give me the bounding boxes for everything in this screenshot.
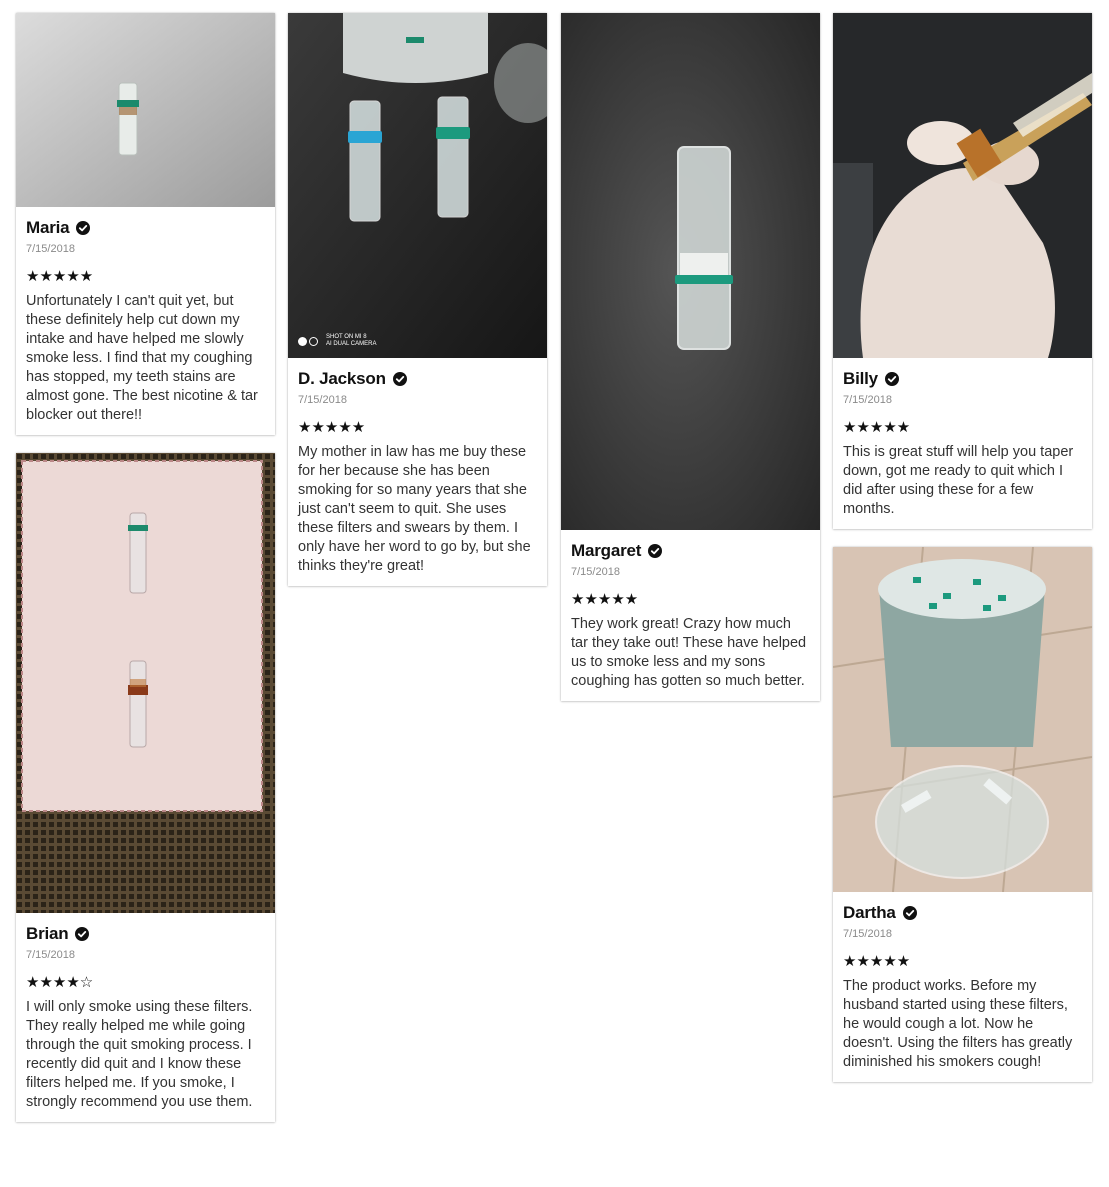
- review-card-dartha: [833, 547, 1092, 1082]
- review-photo[interactable]: [833, 547, 1092, 892]
- photo-filter-on-table: [16, 13, 275, 207]
- review-text: Unfortunately I can't quit yet, but these definitely help cut down my intake and have helped me slowly smoke less. I find that my coughing has stopped, my teeth stains are almost gone. The best nicotine & tar blocker out there!!: [26, 293, 258, 423]
- photo-hand-holding-cigarette-filter: [833, 13, 1092, 358]
- review-photo[interactable]: [561, 13, 820, 530]
- review-card-brian: [16, 453, 275, 1122]
- review-photo[interactable]: [16, 453, 275, 913]
- reviewer-name: D. Jackson: [298, 369, 386, 388]
- camera-watermark-ring-icon: [309, 337, 318, 346]
- reviewer-name: Maria: [26, 218, 70, 237]
- star-rating: ★★★★★: [571, 591, 639, 608]
- photo-jar-of-filters-on-tile: [833, 547, 1092, 892]
- review-card-billy: [833, 13, 1092, 529]
- review-date: 7/15/2018: [571, 566, 620, 578]
- review-date: 7/15/2018: [298, 394, 347, 406]
- review-date: 7/15/2018: [843, 394, 892, 406]
- photo-filter-on-dark-surface: [561, 13, 820, 530]
- verified-check-icon: [393, 372, 407, 386]
- review-photo[interactable]: [16, 13, 275, 207]
- review-date: 7/15/2018: [26, 243, 75, 255]
- star-rating: ★★★★☆: [26, 974, 94, 991]
- reviewer-name: Brian: [26, 924, 69, 943]
- verified-check-icon: [903, 906, 917, 920]
- review-text: They work great! Crazy how much tar they take out! These have helped us to smoke less and my sons coughing has gotten so much better.: [571, 616, 807, 689]
- reviewer-name: Dartha: [843, 903, 896, 922]
- camera-watermark-dot-icon: [298, 337, 307, 346]
- star-rating: ★★★★★: [843, 953, 911, 970]
- reviewer-name: Billy: [843, 369, 878, 388]
- review-card-maria: [16, 13, 275, 435]
- camera-watermark: [298, 334, 376, 348]
- photo-two-filters-on-dark-table: [288, 13, 547, 358]
- review-text: I will only smoke using these filters. They really helped me while going through the quit smoking process. I recently did quit and I know these filters helped me. If you smoke, I strongly recommend you use them.: [26, 999, 253, 1110]
- review-photo[interactable]: [288, 13, 547, 358]
- star-rating: ★★★★★: [843, 419, 911, 436]
- star-rating: ★★★★★: [26, 268, 94, 285]
- verified-check-icon: [885, 372, 899, 386]
- verified-check-icon: [76, 221, 90, 235]
- reviewer-name: Margaret: [571, 541, 642, 560]
- review-photo[interactable]: [833, 13, 1092, 358]
- photo-filters-on-pink-cloth: [16, 453, 275, 913]
- review-text: The product works. Before my husband started using these filters, he would cough a lot. Now he doesn't. Using the filters has greatly diminished his smokers cough!: [843, 978, 1073, 1070]
- review-text: My mother in law has me buy these for her because she has been smoking for so many years that she just can't seem to quit. She uses these filters and swears by them. I only have her word to go by, but she thinks they're great!: [298, 444, 531, 574]
- verified-check-icon: [75, 927, 89, 941]
- star-rating: ★★★★★: [298, 419, 366, 436]
- review-card-margaret: [561, 13, 820, 701]
- review-card-d-jackson: [288, 13, 547, 586]
- review-date: 7/15/2018: [26, 949, 75, 961]
- review-text: This is great stuff will help you taper down, got me ready to quit which I did after using these for a few months.: [843, 444, 1074, 517]
- review-date: 7/15/2018: [843, 928, 892, 940]
- camera-watermark-line-2: AI DUAL CAMERA: [326, 341, 377, 347]
- verified-check-icon: [648, 544, 662, 558]
- camera-watermark-line-1: SHOT ON MI 8: [326, 334, 367, 340]
